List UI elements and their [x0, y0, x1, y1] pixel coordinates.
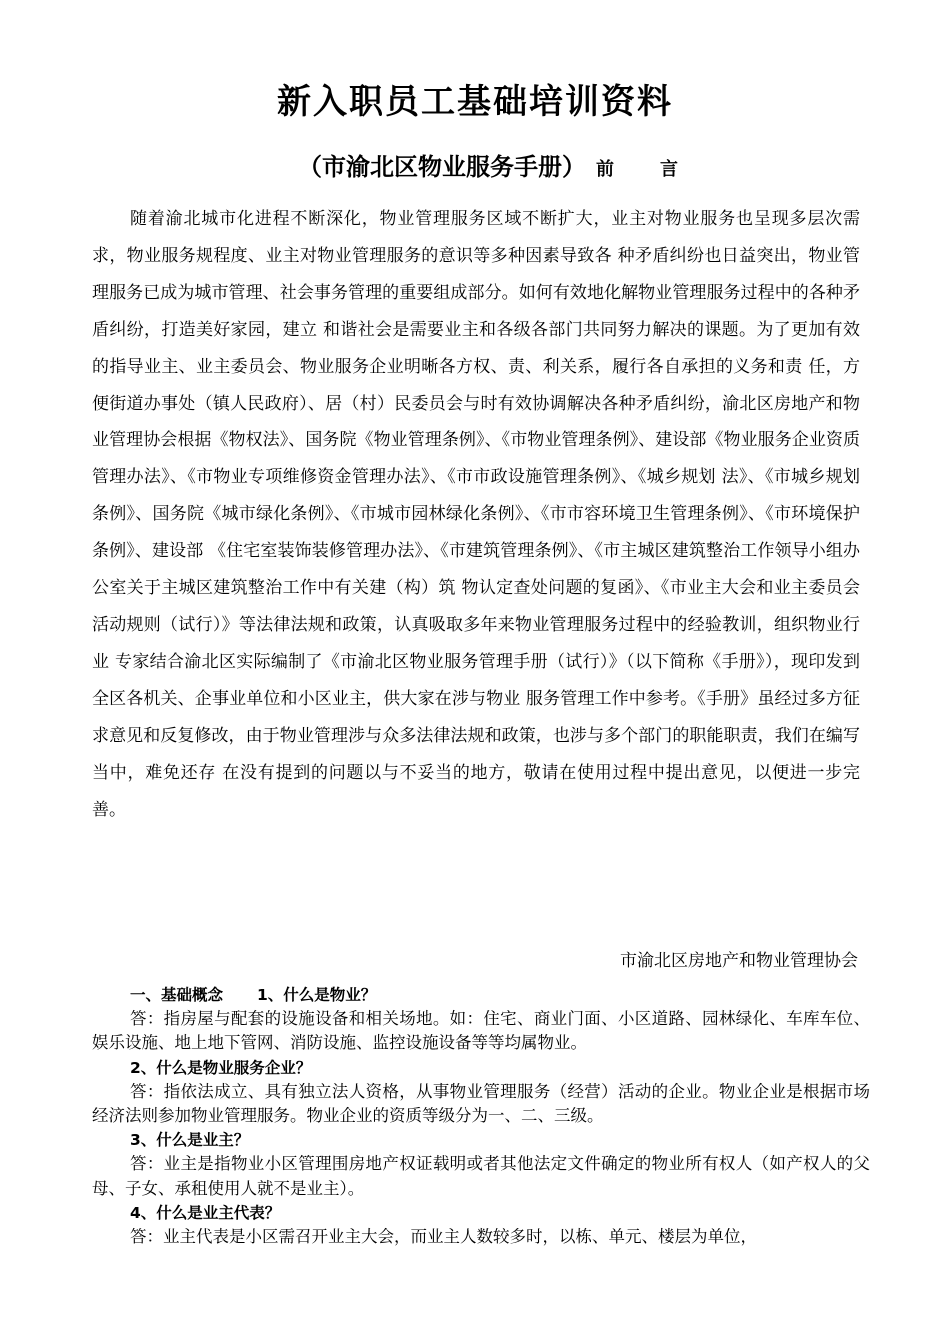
preface-heading: 前 言: [596, 159, 692, 180]
answer-3: 答：业主是指物业小区管理围房地产权证载明或者其他法定文件确定的物业所有权人（如产权人的父母、子女、承租使用人就不是业主）。: [92, 1154, 870, 1198]
answer-2: 答：指依法成立、具有独立法人资格，从事物业管理服务（经营）活动的企业。物业企业是根据市场经济法则参加物业管理服务。物业企业的资质等级分为一、二、三级。: [92, 1081, 870, 1126]
answer-4: 答：业主代表是小区需召开业主大会，而业主人数较多时，以栋、单元、楼层为单位，: [130, 1227, 757, 1247]
document-subtitle: （市渝北区物业服务手册）: [298, 152, 586, 181]
signature: 市渝北区房地产和物业管理协会: [620, 951, 858, 971]
preface-paragraph: 随着渝北城市化进程不断深化，物业管理服务区域不断扩大，业主对物业服务也呈现多层次需求，物业服务规程度、业主对物业管理服务的意识等多种因素导致各 种矛盾纠纷也日益突出，物业管理服务已成为城市管理、社会事务管理的重要组成部分。如何有效地化解物业管理服务过程中的各种矛盾纠纷，打造美好家园，建立 和谐社会是需要业主和各级各部门共同努力解决的课题。为了更加有效的指导业主、业主委员会、物业服务企业明晰各方权、责、利关系，履行各自承担的义务和责 任，方便街道办事处（镇人民政府）、居（村）民委员会与时有效协调解决各种矛盾纠纷，渝北区房地产和物业管理协会根据《物权法》、国务院《物业管理条例》、《市物业管理条例》、建设部《物业服务企业资质管理办法》、《市物业专项维修资金管理办法》、《市市政设施管理条例》、《城乡规划 法》、《市城乡规划条例》、国务院《城市绿化条例》、《市城市园林绿化条例》、《市市容环境卫生管理条例》、《市环境保护条例》、建设部 《住宅室装饰装修管理办法》、《市建筑管理条例》、《市主城区建筑整治工作领导小组办公室关于主城区建筑整治工作中有关建（构）筑 物认定查处问题的复函》、《市业主大会和业主委员会活动规则（试行）》等法律法规和政策，认真吸取多年来物业管理服务过程中的经验教训，组织物业行业 专家结合渝北区实际编制了《市渝北区物业服务管理手册（试行）》（以下简称《手册》），现印发到全区各机关、企事业单位和小区业主，供大家在涉与物业 服务管理工作中参考。《手册》虽经过多方征求意见和反复修改，由于物业管理涉与众多法律法规和政策，也涉与多个部门的职能职责，我们在编写当中，难免还存 在没有提到的问题以与不妥当的地方，敬请在使用过程中提出意见，以便进一步完善。: [92, 209, 860, 820]
document-title: 新入职员工基础培训资料: [277, 82, 673, 122]
question-3: 3、什么是业主？: [130, 1131, 250, 1150]
answer-1: 答：指房屋与配套的设施设备和相关场地。如：住宅、商业门面、小区道路、园林绿化、车库车位、娱乐设施、地上地下管网、消防设施、监控设施设备等等均属物业。: [92, 1009, 870, 1053]
section-heading-line: [92, 983, 870, 1007]
question-4: 4、什么是业主代表？: [130, 1203, 281, 1222]
section-title: 一、基础概念: [130, 986, 224, 1004]
question-1: 1、什么是物业？: [257, 986, 377, 1004]
question-2: 2、什么是物业服务企业？: [130, 1058, 312, 1077]
qa-section: [92, 983, 870, 1249]
